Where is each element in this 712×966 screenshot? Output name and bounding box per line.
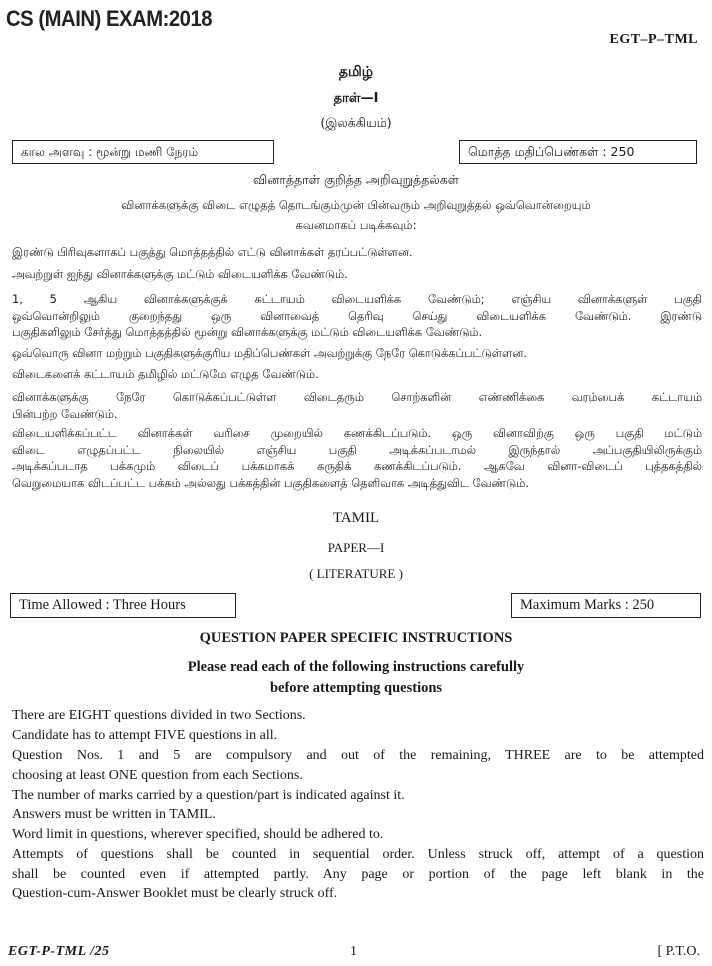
instruction-line: Attempts of questions shall be counted in sequential order. Unless struck off, attempt of a question bbox=[12, 847, 704, 862]
tamil-time-allowed: கால அளவு : மூன்று மணி நேரம் bbox=[21, 145, 199, 159]
tamil-paper-category: (இலக்கியம்) bbox=[320, 115, 392, 130]
tamil-instruction-line: பின்பற்ற வேண்டும். bbox=[12, 406, 118, 421]
tamil-instruction-2 bbox=[12, 266, 702, 283]
tamil-instruction-4 bbox=[12, 345, 702, 362]
footer-paper-code: EGT-P-TML /25 bbox=[8, 944, 110, 959]
page-number: 1 bbox=[350, 944, 357, 959]
tamil-instruction-line: விடை எழுதப்பட்ட நிலையில் எஞ்சிய பகுதி அடிக்கப்படாமல் இருந்தால் அப்பகுதியிலிருக்கும் bbox=[12, 442, 702, 457]
pto-label: [ P.T.O. bbox=[657, 944, 700, 959]
tamil-instruction-line: விடையளிக்கப்பட்ட வினாக்கள் வரிசை முறையில் கணக்கிடப்படும். ஒரு வினாவிற்கு ஒரு பகுதி மட்டும் bbox=[12, 426, 702, 440]
instructions-subheading-2: before attempting questions bbox=[269, 680, 443, 696]
tamil-instruction-line: வெறுமையாக விடப்பட்ட பக்கம் அல்லது பக்கத்தின் பகுதிகளைத் தெளிவாக அடித்துவிட வேண்டும். bbox=[12, 475, 529, 490]
tamil-maximum-marks: மொத்த மதிப்பெண்கள் : 250 bbox=[468, 144, 635, 159]
instruction-line: Question-cum-Answer Booklet must be clearly struck off. bbox=[12, 886, 338, 901]
tamil-subject-title: தமிழ் bbox=[338, 64, 374, 80]
instruction-4 bbox=[12, 786, 704, 806]
instruction-3 bbox=[12, 746, 704, 785]
tamil-instruction-line: 1, 5 ஆகிய வினாக்களுக்குக் கட்டாயம் விடையளிக்க வேண்டும்; எஞ்சிய வினாக்களுள் பகுதி bbox=[12, 292, 702, 306]
instruction-line: shall be counted even if attempted partly. Any page or portion of the page left blank in the bbox=[12, 866, 704, 882]
tamil-instruction-line: ஒவ்வொரு வினா மற்றும் பகுதிகளுக்குரிய மதிப்பெண்கள் அவற்றுக்கு நேரே கொடுக்கப்பட்டுள்ளன. bbox=[12, 346, 527, 360]
instructions-subheading-1: Please read each of the following instructions carefully bbox=[187, 659, 525, 675]
instruction-line: Question Nos. 1 and 5 are compulsory and out of the remaining, THREE are to be attempted bbox=[12, 748, 704, 763]
tamil-instruction-line: இரண்டு பிரிவுகளாகப் பகுத்து மொத்தத்தில் எட்டு வினாக்கள் தரப்பட்டுள்ளன. bbox=[12, 245, 413, 259]
tamil-instruction-line: ஒவ்வொன்றிலும் குறைந்தது ஒரு வினாவைத் தெரிவு செய்து விடையளிக்க வேண்டும். இரண்டு bbox=[12, 308, 702, 323]
instruction-5 bbox=[12, 805, 704, 825]
instruction-line: Word limit in questions, wherever specified, should be adhered to. bbox=[12, 827, 384, 842]
tamil-instruction-line: அடிக்கப்படாத பக்கமும் விடைப் பக்கமாகக் கருதிக் கணக்கிடப்படும். ஆகவே வினா-விடைப் புத்தகத்தில் bbox=[12, 459, 702, 473]
instructions-heading: QUESTION PAPER SPECIFIC INSTRUCTIONS bbox=[199, 630, 513, 646]
instruction-line: Answers must be written in TAMIL. bbox=[12, 807, 216, 822]
tamil-instruction-line: வினாக்களுக்கு நேரே கொடுக்கப்பட்டுள்ள விடைதரும் சொற்களின் எண்ணிக்கை வரம்பைக் கட்டாயம் bbox=[12, 390, 702, 404]
maximum-marks: Maximum Marks : 250 bbox=[520, 597, 655, 613]
instruction-6 bbox=[12, 825, 704, 845]
tamil-instruction-3 bbox=[12, 291, 702, 341]
instruction-line: choosing at least ONE question from each Sections. bbox=[12, 767, 303, 783]
tamil-instructions-heading: வினாத்தாள் குறித்த அறிவுறுத்தல்கள் bbox=[253, 172, 459, 187]
instruction-line: Candidate has to attempt FIVE questions in all. bbox=[12, 728, 278, 743]
paper-code: EGT–P–TML bbox=[609, 32, 698, 47]
tamil-maximum-marks-box bbox=[459, 140, 697, 164]
time-allowed: Time Allowed : Three Hours bbox=[19, 597, 186, 613]
time-allowed-box bbox=[10, 593, 236, 618]
tamil-instruction-5 bbox=[12, 366, 702, 383]
tamil-instruction-line: அவற்றுள் ஐந்து வினாக்களுக்கு மட்டும் விடையளிக்க வேண்டும். bbox=[12, 267, 348, 281]
english-paper-number: PAPER—I bbox=[327, 540, 385, 555]
tamil-instruction-7 bbox=[12, 425, 702, 491]
tamil-instruction-line: விடைகளைக் கட்டாயம் தமிழில் மட்டுமே எழுத வேண்டும். bbox=[12, 367, 319, 381]
english-subject-title: TAMIL bbox=[332, 510, 380, 526]
tamil-instruction-1 bbox=[12, 244, 702, 261]
tamil-instruction-6 bbox=[12, 389, 702, 422]
instruction-line: The number of marks carried by a question/part is indicated against it. bbox=[12, 788, 405, 803]
tamil-instruction-line: பகுதிகளிலும் சேர்த்து மொத்தத்தில் மூன்று வினாக்களுக்கு மட்டும் விடையளிக்க வேண்டும். bbox=[12, 325, 483, 339]
instruction-2 bbox=[12, 726, 704, 746]
instruction-7 bbox=[12, 845, 704, 904]
tamil-time-allowed-box bbox=[12, 140, 274, 164]
instruction-line: There are EIGHT questions divided in two Sections. bbox=[12, 708, 306, 723]
tamil-paper-number: தாள்—I bbox=[333, 91, 379, 106]
maximum-marks-box bbox=[511, 593, 701, 618]
tamil-instructions-subheading-2: கவனமாகப் படிக்கவும்: bbox=[295, 218, 417, 232]
tamil-instructions-subheading-1: வினாக்களுக்கு விடை எழுதத் தொடங்கும்முன் பின்வரும் அறிவுறுத்தல் ஒவ்வொன்றையும் bbox=[121, 198, 591, 212]
exam-stamp: CS (MAIN) EXAM:2018 bbox=[6, 6, 213, 31]
instruction-1 bbox=[12, 706, 704, 726]
english-paper-category: ( LITERATURE ) bbox=[309, 566, 403, 581]
